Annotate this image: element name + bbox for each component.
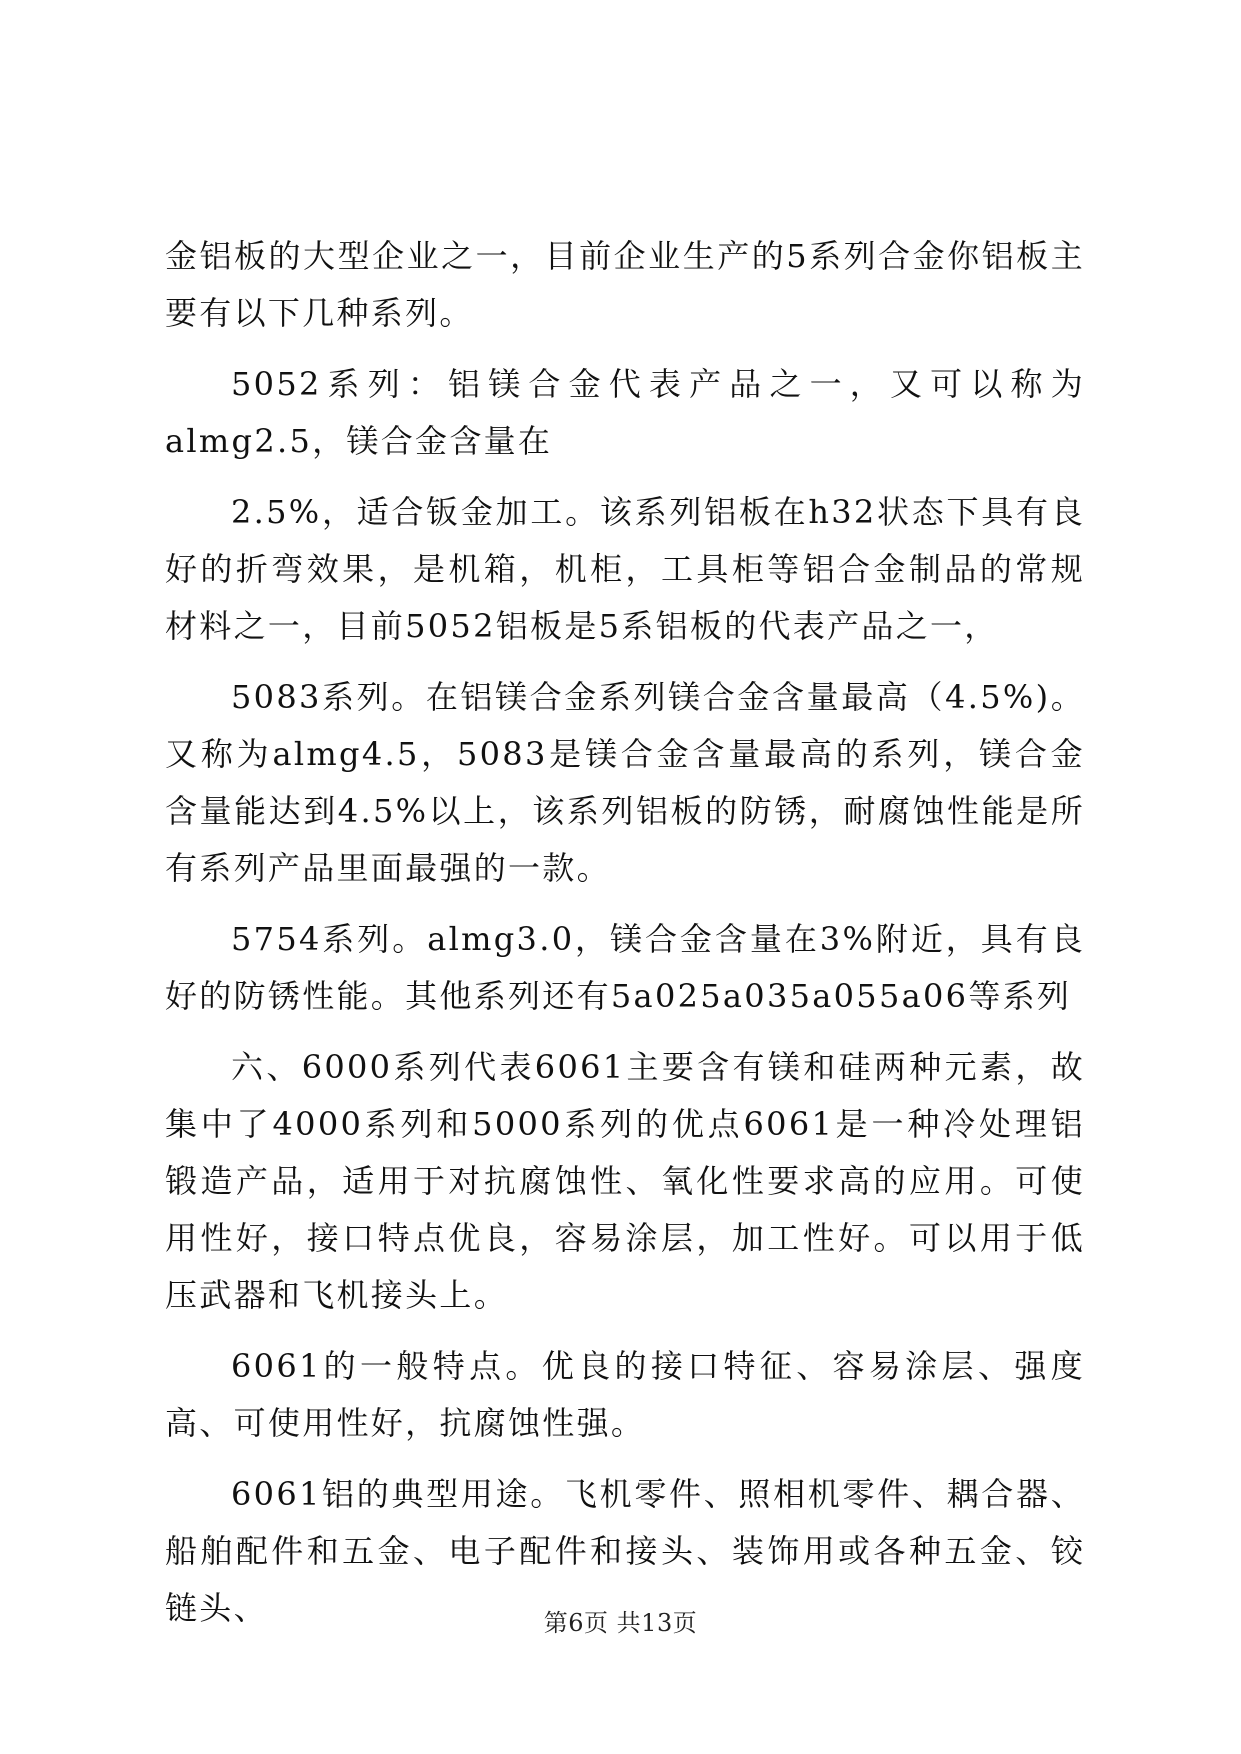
paragraph-3: 2.5%，适合钣金加工。该系列铝板在h32状态下具有良好的折弯效果，是机箱，机柜，工具柜等铝合金制品的常规材料之一，目前5052铝板是5系铝板的代表产品之一， — [165, 493, 1085, 645]
paragraph-7: 6061的一般特点。优良的接口特征、容易涂层、强度高、可使用性好，抗腐蚀性强。 — [165, 1347, 1085, 1442]
paragraph-8: 6061铝的典型用途。飞机零件、照相机零件、耦合器、船舶配件和五金、电子配件和接头、装饰用或各种五金、铰链头、 — [165, 1475, 1085, 1627]
paragraph-6: 六、6000系列代表6061主要含有镁和硅两种元素，故集中了4000系列和5000系列的优点6061是一种冷处理铝锻造产品，适用于对抗腐蚀性、氧化性要求高的应用。可使用性好，接口特点优良，容易涂层，加工性好。可以用于低压武器和飞机接头上。 — [165, 1048, 1085, 1314]
paragraph-1: 金铝板的大型企业之一，目前企业生产的5系列合金你铝板主要有以下几种系列。 — [165, 237, 1085, 332]
paragraph-2: 5052系列：铝镁合金代表产品之一，又可以称为almg2.5，镁合金含量在 — [165, 365, 1085, 460]
paragraph-5: 5754系列。almg3.0，镁合金含量在3%附近，具有良好的防锈性能。其他系列还有5a025a035a055a06等系列 — [165, 920, 1085, 1015]
document-body — [165, 228, 1085, 1651]
paragraph-4: 5083系列。在铝镁合金系列镁合金含量最高（4.5%)。又称为almg4.5，5083是镁合金含量最高的系列，镁合金含量能达到4.5%以上，该系列铝板的防锈，耐腐蚀性能是所有系列产品里面最强的一款。 — [165, 678, 1085, 887]
page-footer: 第6页 共13页 — [543, 1609, 698, 1637]
